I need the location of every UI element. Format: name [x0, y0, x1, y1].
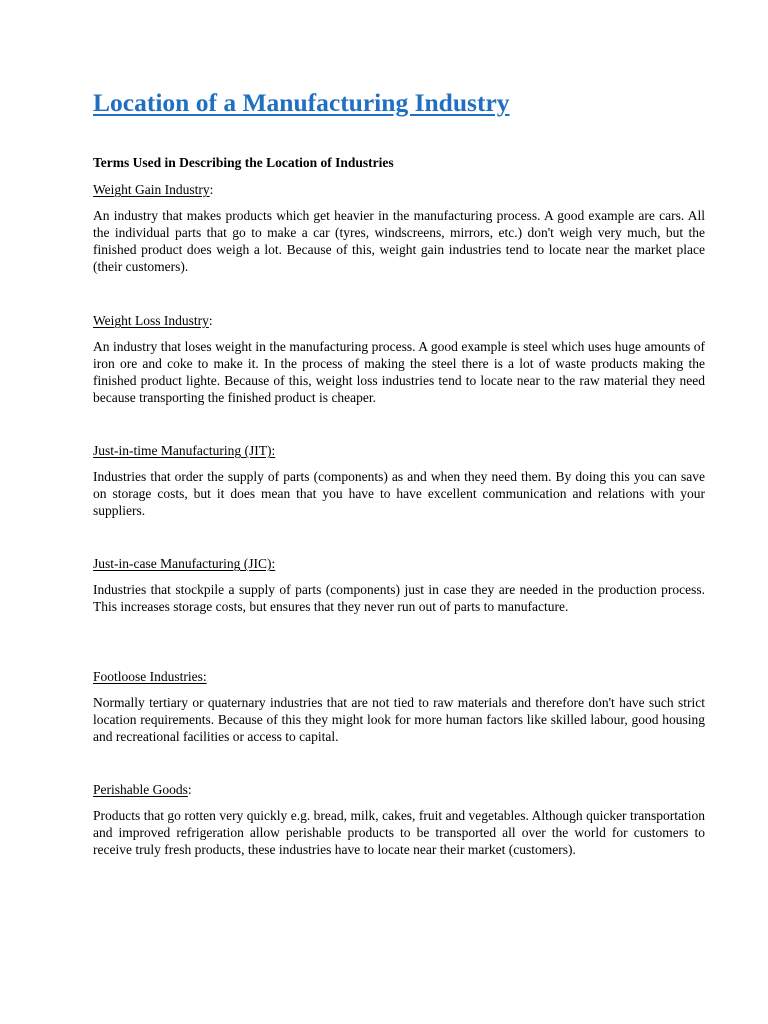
- term-definition: Industries that stockpile a supply of parts (components) just in case they are needed in the production process. This increases storage costs, but ensures that they never run out of parts to manufacture.: [93, 582, 705, 614]
- document-title: Location of a Manufacturing Industry: [93, 88, 510, 117]
- section-just-in-case: [93, 555, 705, 615]
- section-perishable-goods: [93, 781, 705, 858]
- term-suffix: :: [209, 182, 214, 197]
- term-definition: Industries that order the supply of parts (components) as and when they need them. By doing this you can save on storage costs, but it does mean that you have to have excellent communication and relations with your suppliers.: [93, 469, 705, 518]
- section-weight-gain-industry: [93, 181, 705, 275]
- section-footloose-industries: [93, 668, 705, 745]
- term-heading: [93, 555, 705, 572]
- term-suffix: :: [187, 782, 192, 797]
- term-name: Just-in-case Manufacturing (JIC):: [93, 556, 276, 571]
- term-name: Perishable Goods: [93, 782, 188, 797]
- term-definition: Products that go rotten very quickly e.g. bread, milk, cakes, fruit and vegetables. Although quicker transportation and improved refrigeration allow perishable products to be transported all over the world for customers to receive truly fresh products, these industries have to locate near their market (customers).: [93, 808, 705, 857]
- section-just-in-time: [93, 442, 705, 519]
- term-name: Just-in-time Manufacturing (JIT):: [93, 443, 276, 458]
- term-name: Footloose Industries:: [93, 669, 207, 684]
- term-heading: [93, 312, 705, 329]
- document-subheading: Terms Used in Describing the Location of Industries: [93, 155, 394, 170]
- term-definition: An industry that makes products which get heavier in the manufacturing process. A good example are cars. All the individual parts that go to make a car (tyres, windscreens, mirrors, etc.) don't weigh very much, but the finished product does weigh a lot. Because of this, weight gain industries tend to locate near the market place (their customers).: [93, 208, 705, 274]
- term-definition: An industry that loses weight in the manufacturing process. A good example is steel which uses huge amounts of iron ore and coke to make it. In the process of making the steel there is a lot of waste products making the finished product lighte. Because of this, weight loss industries tend to locate near to the raw material they need because transporting the finished product is cheaper.: [93, 339, 705, 405]
- term-heading: [93, 668, 705, 685]
- term-definition: Normally tertiary or quaternary industries that are not tied to raw materials and therefore don't have such strict location requirements. Because of this they might look for more human factors like skilled labour, good housing and recreational facilities or access to capital.: [93, 695, 705, 744]
- term-heading: [93, 181, 705, 198]
- term-heading: [93, 781, 705, 798]
- term-suffix: :: [208, 313, 213, 328]
- term-name: Weight Loss Industry: [93, 313, 209, 328]
- section-weight-loss-industry: [93, 312, 705, 406]
- term-heading: [93, 442, 705, 459]
- term-name: Weight Gain Industry: [93, 182, 210, 197]
